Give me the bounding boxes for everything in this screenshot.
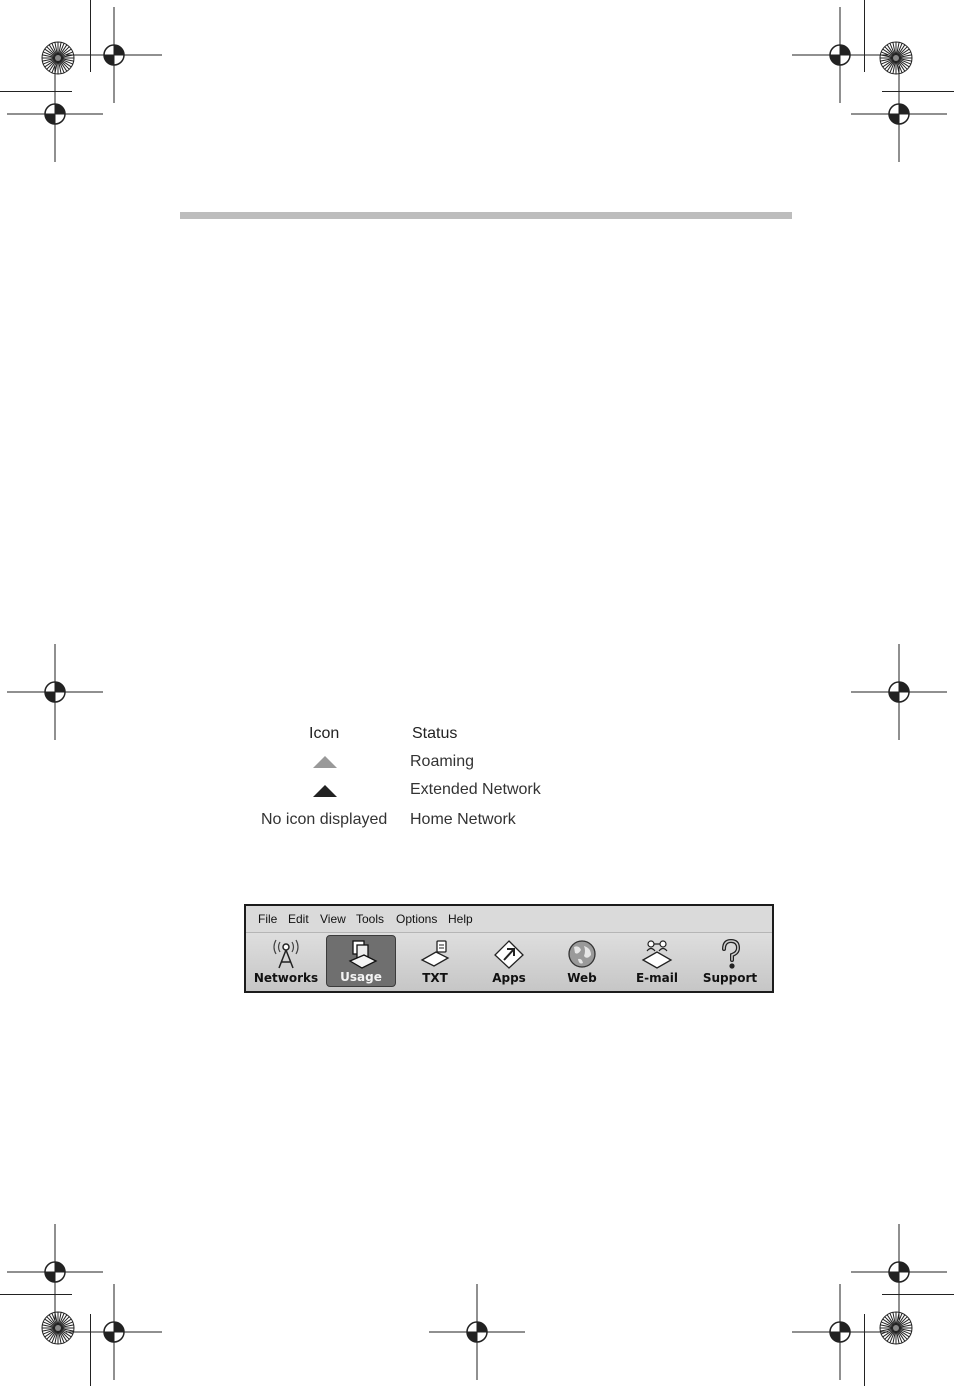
- toolbar-label: Networks: [253, 971, 319, 985]
- toolbar-label: Web: [567, 971, 597, 985]
- status-extended-network: Extended Network: [410, 781, 541, 798]
- light-triangle-icon: [313, 756, 337, 768]
- toolbar-web-button[interactable]: [547, 935, 617, 987]
- column-header-icon: Icon: [309, 725, 340, 742]
- toolbar: [246, 933, 772, 991]
- toolbar-email-button[interactable]: [622, 935, 692, 987]
- toolbar-label: Apps: [492, 971, 526, 985]
- toolbar-support-button[interactable]: [695, 935, 765, 987]
- menu-view[interactable]: View: [320, 912, 346, 926]
- dark-triangle-icon: [313, 785, 337, 797]
- status-home-network: Home Network: [410, 811, 516, 828]
- menu-help[interactable]: Help: [448, 912, 473, 926]
- menu-options[interactable]: Options: [396, 912, 438, 926]
- apps-icon: [493, 938, 525, 970]
- no-icon-text: No icon displayed: [261, 811, 388, 828]
- txt-icon: [419, 938, 451, 970]
- toolbar-label: TXT: [422, 971, 448, 985]
- toolbar-label: Usage: [340, 970, 382, 984]
- menu-file[interactable]: File: [258, 912, 278, 926]
- support-icon: [714, 938, 746, 970]
- menu-tools[interactable]: Tools: [356, 912, 385, 926]
- globe-icon: [566, 938, 598, 970]
- email-icon: [641, 938, 673, 970]
- toolbar-txt-button[interactable]: [400, 935, 470, 987]
- toolbar-label: E-mail: [635, 971, 678, 985]
- app-window: [244, 904, 774, 993]
- toolbar-usage-button[interactable]: [326, 935, 396, 987]
- column-header-status: Status: [412, 725, 458, 742]
- usage-icon: [346, 939, 378, 971]
- toolbar-label: Support: [702, 971, 758, 985]
- menu-edit[interactable]: Edit: [288, 912, 309, 926]
- menu-bar: [246, 906, 772, 933]
- toolbar-networks-button[interactable]: [251, 935, 321, 987]
- toolbar-apps-button[interactable]: [474, 935, 544, 987]
- tower-icon: [270, 938, 302, 970]
- status-roaming: Roaming: [410, 753, 475, 770]
